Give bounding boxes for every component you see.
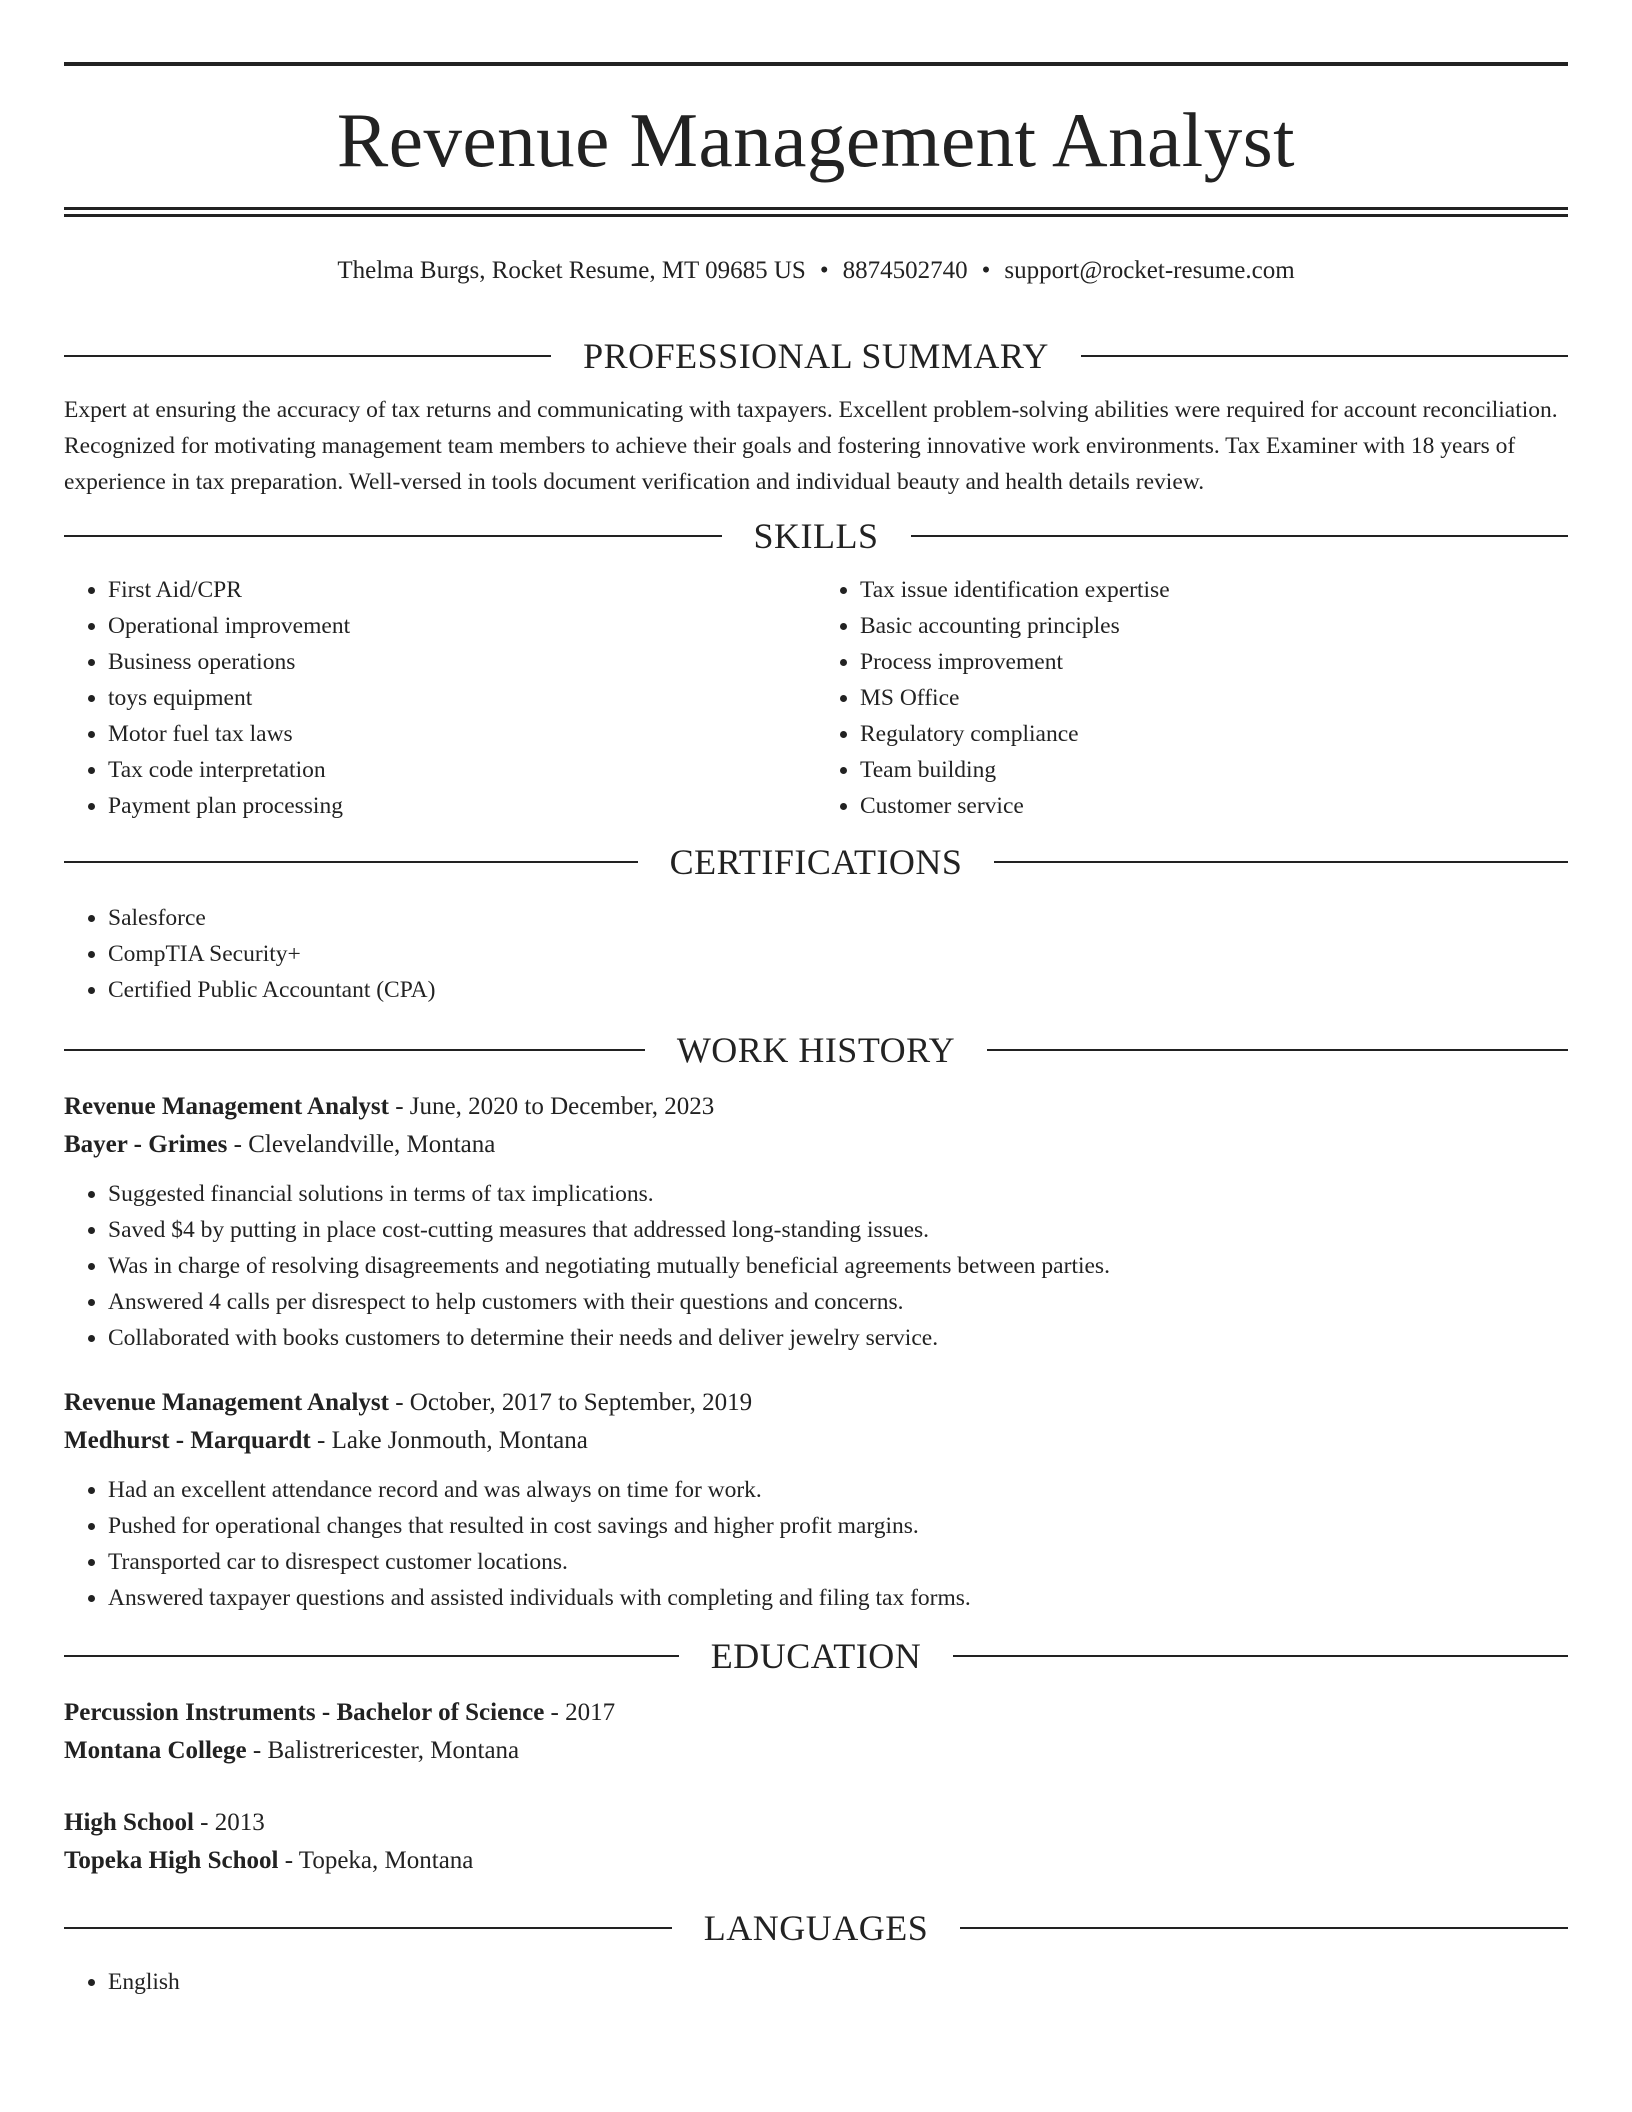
section-header-work (64, 1024, 1568, 1076)
contact-separator: • (819, 257, 829, 284)
education-location: - Balistrericester, Montana (246, 1737, 520, 1764)
job-company-line (64, 1126, 1568, 1164)
section-title-education: EDUCATION (710, 1636, 922, 1676)
education-entry (64, 1694, 1568, 1770)
skills-column-left (64, 572, 816, 824)
job-bullet: • Suggested financial solutions in terms of tax implications. (108, 1176, 1568, 1212)
skill-item: • Team building (860, 752, 1568, 788)
skill-item: • Business operations (108, 644, 816, 680)
section-title-summary: PROFESSIONAL SUMMARY (583, 336, 1049, 376)
job-title-line (64, 1384, 1568, 1422)
education-year: - 2013 (193, 1809, 265, 1836)
job-dates: - October, 2017 to September, 2019 (388, 1389, 753, 1416)
contact-separator: • (981, 257, 991, 284)
section-rule (960, 1927, 1568, 1929)
skill-item: • Process improvement (860, 644, 1568, 680)
job-entry (64, 1088, 1568, 1356)
skill-item: • First Aid/CPR (108, 572, 816, 608)
section-rule (64, 1049, 645, 1051)
education-school-line (64, 1732, 1568, 1770)
education-school: Topeka High School (64, 1847, 279, 1874)
job-entry (64, 1384, 1568, 1616)
education-degree-line (64, 1694, 1568, 1732)
education-degree-line (64, 1804, 1568, 1842)
skill-item: • Operational improvement (108, 608, 816, 644)
title-double-rule (64, 207, 1568, 217)
skill-item: • Regulatory compliance (860, 716, 1568, 752)
education-entry (64, 1804, 1568, 1880)
section-header-languages (64, 1902, 1568, 1954)
section-header-certifications (64, 836, 1568, 888)
section-rule (64, 355, 551, 357)
contact-line (64, 253, 1568, 289)
page-title: Revenue Management Analyst (336, 97, 1296, 183)
job-bullet: • Was in charge of resolving disagreements and negotiating mutually beneficial agreements between parties. (108, 1248, 1568, 1284)
job-bullet: • Answered taxpayer questions and assisted individuals with completing and filing tax forms. (108, 1580, 1568, 1616)
job-company-line (64, 1422, 1568, 1460)
skill-item: • Payment plan processing (108, 788, 816, 824)
education-degree: High School (64, 1809, 194, 1836)
contact-address: Thelma Burgs, Rocket Resume, MT 09685 US (337, 257, 806, 284)
language-item: • English (108, 1964, 1568, 2000)
section-header-skills (64, 510, 1568, 562)
languages-list (64, 1964, 1568, 2000)
job-bullet: • Transported car to disrespect customer locations. (108, 1544, 1568, 1580)
education-school-line (64, 1842, 1568, 1880)
job-bullet: • Answered 4 calls per disrespect to help customers with their questions and concerns. (108, 1284, 1568, 1320)
section-rule (953, 1655, 1568, 1657)
job-bullet: • Had an excellent attendance record and was always on time for work. (108, 1472, 1568, 1508)
section-rule (64, 535, 722, 537)
section-rule (64, 1655, 679, 1657)
job-dates: - June, 2020 to December, 2023 (388, 1093, 715, 1120)
job-bullet: • Collaborated with books customers to determine their needs and deliver jewelry service. (108, 1320, 1568, 1356)
summary-text: Expert at ensuring the accuracy of tax returns and communicating with taxpayers. Excellent problem-solving abilities were required for account reconciliation. Recognized for motivating management team members to achieve their goals and fostering innovative work environments. Tax Examiner with 18 years of experience in tax preparation. Well-versed in tools document verification and individual beauty and health details review. (64, 397, 1558, 495)
section-rule (1081, 355, 1568, 357)
section-rule (987, 1049, 1568, 1051)
job-title-line (64, 1088, 1568, 1126)
education-degree: Percussion Instruments - Bachelor of Science (64, 1699, 545, 1726)
job-title: Revenue Management Analyst (64, 1389, 389, 1416)
section-rule (911, 535, 1569, 537)
contact-email: support@rocket-resume.com (1004, 257, 1295, 284)
resume-content (64, 330, 1568, 2000)
job-bullet: • Pushed for operational changes that resulted in cost savings and higher profit margins. (108, 1508, 1568, 1544)
skill-item: • Motor fuel tax laws (108, 716, 816, 752)
section-title-work: WORK HISTORY (676, 1030, 956, 1070)
job-location: - Clevelandville, Montana (227, 1131, 496, 1158)
section-title-languages: LANGUAGES (703, 1908, 929, 1948)
skill-item: • Tax issue identification expertise (860, 572, 1568, 608)
section-title-certifications: CERTIFICATIONS (669, 842, 963, 882)
section-rule (64, 1927, 672, 1929)
job-bullet: • Saved $4 by putting in place cost-cutting measures that addressed long-standing issues. (108, 1212, 1568, 1248)
contact-phone: 8874502740 (842, 257, 968, 284)
education-year: - 2017 (544, 1699, 616, 1726)
education-location: - Topeka, Montana (278, 1847, 474, 1874)
skill-item: • Tax code interpretation (108, 752, 816, 788)
section-header-summary (64, 330, 1568, 382)
skills-list (64, 572, 1568, 824)
certification-item: • CompTIA Security+ (108, 936, 1568, 972)
section-rule (994, 861, 1568, 863)
top-rule (64, 62, 1568, 66)
skill-item: • Basic accounting principles (860, 608, 1568, 644)
skill-item: • Customer service (860, 788, 1568, 824)
job-company: Bayer - Grimes (64, 1131, 228, 1158)
skill-item: • toys equipment (108, 680, 816, 716)
certification-item: • Certified Public Accountant (CPA) (108, 972, 1568, 1008)
skill-item: • MS Office (860, 680, 1568, 716)
education-school: Montana College (64, 1737, 247, 1764)
certification-item: • Salesforce (108, 900, 1568, 936)
skills-column-right (816, 572, 1568, 824)
job-title: Revenue Management Analyst (64, 1093, 389, 1120)
section-rule (64, 861, 638, 863)
certifications-list (64, 900, 1568, 1008)
job-company: Medhurst - Marquardt (64, 1427, 311, 1454)
job-location: - Lake Jonmouth, Montana (310, 1427, 588, 1454)
section-header-education (64, 1630, 1568, 1682)
section-title-skills: SKILLS (753, 516, 879, 556)
